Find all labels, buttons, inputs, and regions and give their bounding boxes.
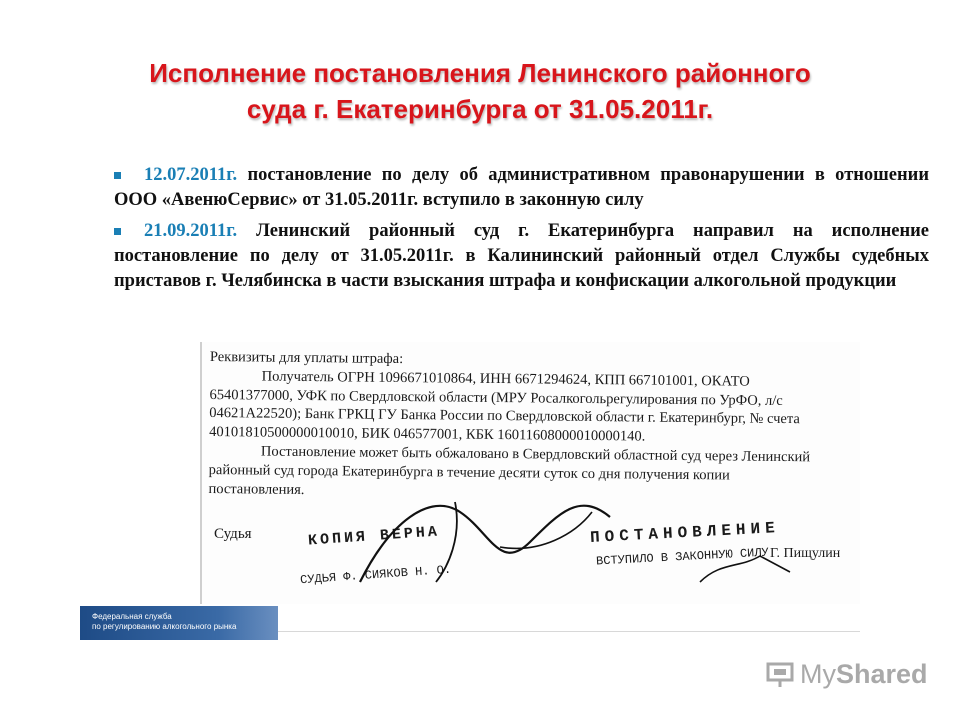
bullet-list [114, 163, 929, 300]
slide-title [60, 55, 900, 127]
scan-line: районный суд города Екатеринбурга в течение десяти суток со дня получения копии [208, 461, 730, 484]
watermark-logo [766, 656, 928, 692]
effective-stamp: ПОСТАНОВЛЕНИЕ [589, 519, 781, 547]
scanned-document-fragment [200, 342, 860, 604]
scan-line: постановления. [208, 480, 305, 498]
presentation-board-icon [766, 660, 794, 688]
bullet-text: постановление по делу об административном правонарушении в отношении ООО «АвенюСервис» от 31.05.2011г. вступило в законную силу [114, 165, 929, 210]
bullet-item [114, 163, 929, 213]
agency-logo-banner [80, 606, 278, 640]
copy-stamp-caption: СУДЬЯ Ф. СИЯКОВ Н. О. [299, 562, 452, 588]
scan-line: 65401377000, УФК по Свердловской области (МРУ Росалкогольрегулирования по УрФО, л/с [209, 386, 783, 409]
footer-divider [278, 631, 860, 632]
judge-name: Г. Пищулин [770, 546, 841, 561]
scan-line: Получатель ОГРН 1096671010864, ИНН 6671294624, КПП 667101001, ОКАТО [261, 368, 750, 390]
judge-label: Судья [214, 526, 252, 542]
scan-line: Реквизиты для уплаты штрафа: [209, 348, 404, 368]
bullet-date: 12.07.2011г. [144, 165, 238, 185]
scan-line: 40101810500000010010, БИК 046577001, КБК 16011608000010000140. [209, 424, 646, 445]
slide-title-line-1: Исполнение постановления Ленинского районного [149, 58, 811, 88]
square-bullet-icon [114, 172, 121, 179]
bullet-item [114, 219, 929, 294]
effective-stamp-caption: ВСТУПИЛО В ЗАКОННУЮ СИЛУ [595, 545, 770, 569]
handwritten-signature [200, 342, 860, 604]
copy-stamp: КОПИЯ ВЕРНА [307, 523, 441, 550]
bullet-date: 21.09.2011г. [144, 221, 238, 241]
banner-line-2: по регулированию алкогольного рынка [92, 622, 237, 631]
scan-line: 04621A22520); Банк ГРКЦ ГУ Банка России по Свердловской области г. Екатеринбург, № счета [209, 405, 800, 428]
scan-line: Постановление может быть обжаловано в Свердловский областной суд через Ленинский [260, 443, 811, 466]
banner-line-1: Федеральная служба [92, 612, 172, 621]
square-bullet-icon [114, 228, 121, 235]
bullet-text: Ленинский районный суд г. Екатеринбурга направил на исполнение постановление по делу от 31.05.2011г. в Калининский районный отдел Службы судебных приставов г. Челябинска в части взыскания штрафа и конфискации алкогольной продукции [114, 221, 929, 291]
watermark-text-regular: My [800, 658, 836, 689]
watermark-text-bold: Shared [836, 658, 928, 689]
slide-title-line-2: суда г. Екатеринбурга от 31.05.2011г. [246, 94, 714, 124]
